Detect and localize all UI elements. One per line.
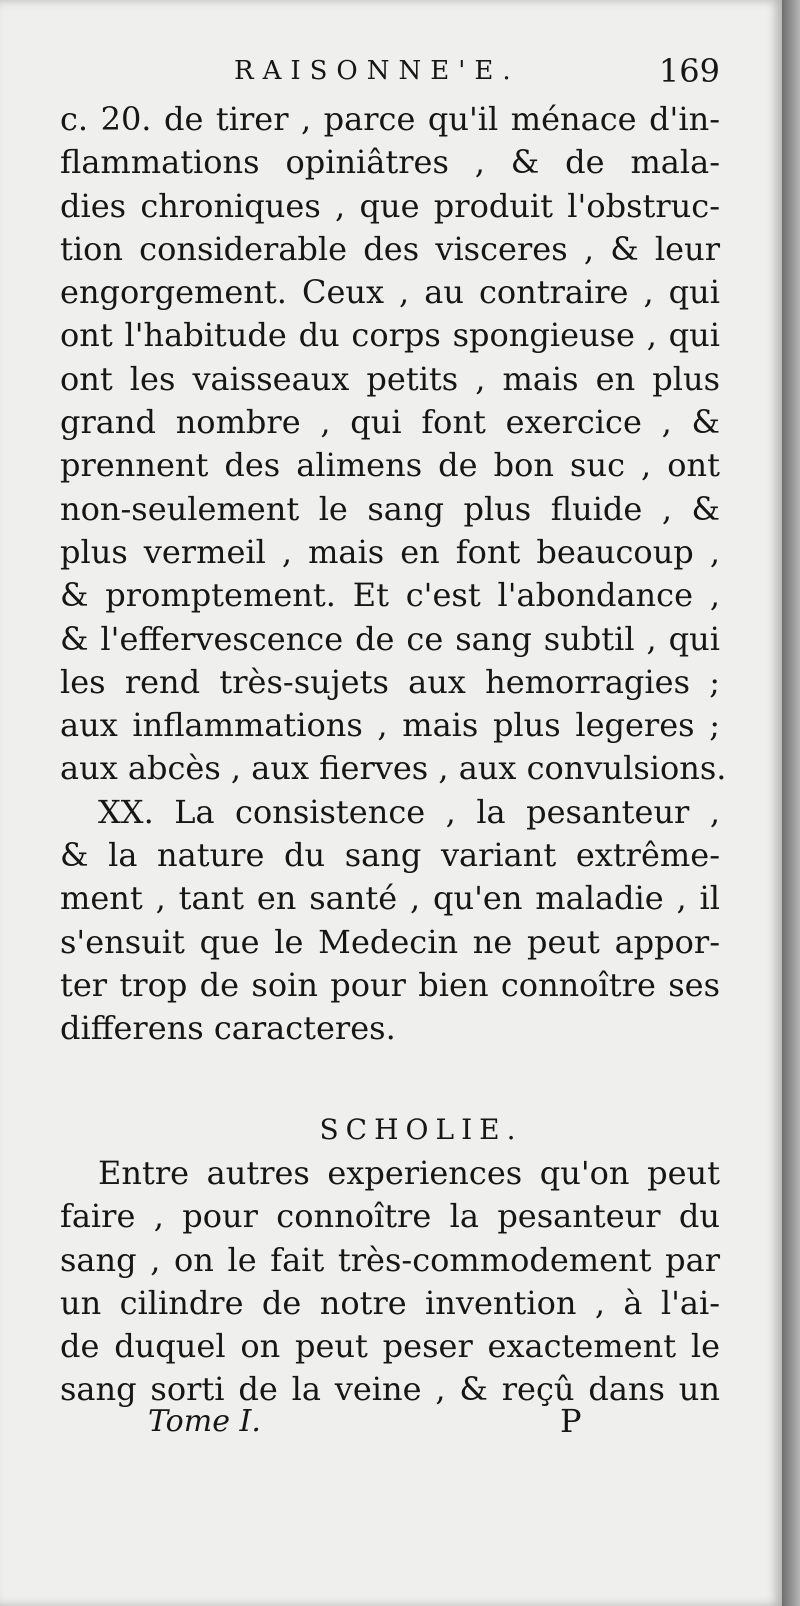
page-footer bbox=[60, 1404, 720, 1444]
text-line: ont les vaisseaux petits , mais en plus bbox=[60, 359, 720, 398]
text-line: ment , tant en santé , qu'en maladie , il bbox=[60, 879, 720, 918]
text-line: & la nature du sang variant extrême- bbox=[60, 836, 720, 875]
text-line: prennent des alimens de bon suc , ont bbox=[60, 446, 720, 485]
text-line: flammations opiniâtres , & de mala- bbox=[60, 143, 720, 182]
text-line: & promptement. Et c'est l'abondance , bbox=[60, 576, 720, 615]
text-line: s'ensuit que le Medecin ne peut appor- bbox=[60, 922, 720, 961]
text-line: non-seulement le sang plus fluide , & bbox=[60, 489, 720, 528]
text-line: plus vermeil , mais en font beaucoup , bbox=[60, 532, 720, 571]
text-line: differens caracteres. bbox=[60, 1009, 396, 1048]
text-line: Entre autres experiences qu'on peut bbox=[98, 1154, 720, 1192]
text-line: tion considerable des visceres , & leur bbox=[60, 229, 720, 268]
page-number: 169 bbox=[658, 52, 720, 90]
text-line: ter trop de soin pour bien connoître ses bbox=[60, 965, 720, 1004]
text-line: de duquel on peut peser exactement le bbox=[60, 1327, 720, 1366]
scholie-heading: SCHOLIE. bbox=[319, 1113, 523, 1146]
body-text bbox=[60, 98, 727, 1051]
text-line: dies chroniques , que produit l'obstruc- bbox=[60, 186, 720, 225]
text-line: un cilindre de notre invention , à l'ai- bbox=[60, 1283, 720, 1322]
text-line: ont l'habitude du corps spongieuse , qui bbox=[60, 316, 720, 355]
text-line: engorgement. Ceux , au contraire , qui bbox=[60, 273, 720, 312]
scholie-text bbox=[60, 1152, 720, 1412]
text-line: c. 20. de tirer , parce qu'il ménace d'in- bbox=[60, 100, 720, 138]
text-line: grand nombre , qui font exercice , & bbox=[60, 403, 720, 442]
volume-label: Tome I. bbox=[148, 1404, 261, 1439]
page-header bbox=[60, 52, 720, 96]
text-line: sang sorti de la veine , & reçû dans un bbox=[60, 1370, 720, 1409]
signature-mark: P bbox=[560, 1402, 582, 1440]
page-edge bbox=[782, 0, 800, 1606]
text-line: aux inflammations , mais plus legeres ; bbox=[60, 706, 720, 745]
text-line: les rend très-sujets aux hemorragies ; bbox=[60, 662, 720, 701]
text-line: faire , pour connoître la pesanteur du bbox=[60, 1197, 720, 1236]
text-line: aux abcès , aux fierves , aux convulsions. bbox=[60, 749, 727, 788]
paragraph-xx-start: XX. La consistence , la pesanteur , bbox=[98, 792, 720, 831]
running-title: RAISONNE'E. bbox=[234, 56, 520, 86]
text-line: & l'effervescence de ce sang subtil , qui bbox=[60, 619, 720, 658]
text-line: sang , on le fait très-commodement par bbox=[60, 1240, 720, 1279]
